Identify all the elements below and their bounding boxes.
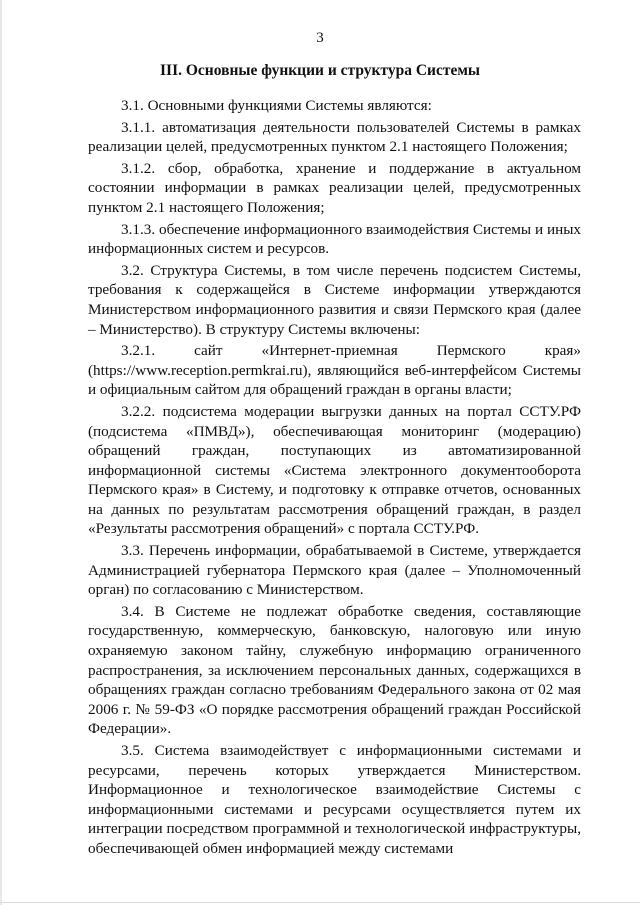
paragraph-3-1-2: 3.1.2. сбор, обработка, хранение и поддержание в актуальном состоянии информации в рамках реализации целей, предусмотренных пунктом 2.1 настоящего Положения; xyxy=(88,159,581,216)
paragraph-3-2-1: 3.2.1. сайт «Интернет-приемная Пермского края» (https://www.reception.permkrai.ru), являющийся веб-интерфейсом Системы и официальным сайтом для обращений граждан в органы власти; xyxy=(88,342,581,399)
paragraph-3-1: 3.1. Основными функциями Системы являются: xyxy=(121,97,432,114)
section-heading: III. Основные функции и структура Системы xyxy=(160,62,480,79)
paragraph-3-3: 3.3. Перечень информации, обрабатываемой в Системе, утверждается Администрацией губернатора Пермского края (далее – Уполномоченный орган) по согласованию с Министерством. xyxy=(88,542,581,599)
paragraph-3-5: 3.5. Система взаимодействует с информационными системами и ресурсами, перечень которых утверждается Министерством. Информационное и технологическое взаимодействие Системы с информационными системами и ресурсами осуществляется путем их интеграции посредством программной и технологической инфраструктуры, обеспечивающей обмен информацией между системами xyxy=(88,742,581,857)
scan-edge-left xyxy=(0,0,2,905)
paragraph-3-1-3: 3.1.3. обеспечение информационного взаимодействия Системы и иных информационных систем и ресурсов. xyxy=(88,220,581,258)
document-body xyxy=(88,96,581,859)
paragraph-3-2: 3.2. Структура Системы, в том числе перечень подсистем Системы, требования к содержащейся в Системе информации утверждаются Министерством информационного развития и связи Пермского края (далее – Министерство). В структуру Системы включены: xyxy=(88,261,581,338)
paragraph-3-2-2: 3.2.2. подсистема модерации выгрузки данных на портал ССТУ.РФ (подсистема «ПМВД»), обеспечивающая мониторинг (модерацию) обращений граждан, поступающих из автоматизированной информационной системы «Система электронного документооборота Пермского края» в Систему, и подготовку к отправке отчетов, основанных на данных по результатам рассмотрения обращений граждан, в раздел «Результаты рассмотрения обращений» с портала ССТУ.РФ. xyxy=(88,402,581,538)
paragraph-3-4: 3.4. В Системе не подлежат обработке сведения, составляющие государственную, коммерческую, банковскую, налоговую или иную охраняемую законом тайну, служебную информацию ограниченного распространения, за исключением персональных данных, содержащихся в обращениях граждан согласно требованиям Федерального закона от 02 мая 2006 г. № 59-ФЗ «О порядке рассмотрения обращений граждан Российской Федерации». xyxy=(88,602,581,738)
scan-edge-bottom xyxy=(0,902,640,903)
paragraph-3-1-1: 3.1.1. автоматизация деятельности пользователей Системы в рамках реализации целей, предусмотренных пунктом 2.1 настоящего Положения; xyxy=(88,118,581,156)
page-number: 3 xyxy=(316,30,324,46)
